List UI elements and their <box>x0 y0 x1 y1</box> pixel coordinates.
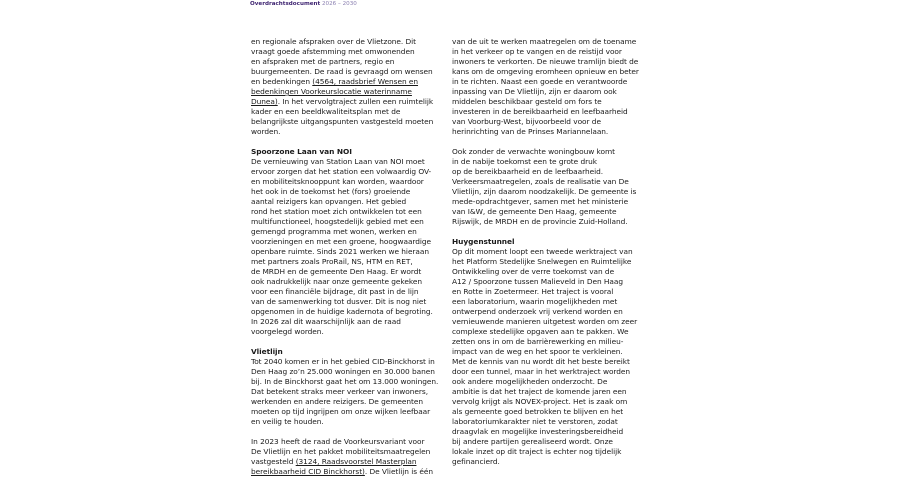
text-line: mede-opdrachtgever, samen met het ministerie <box>452 197 629 206</box>
section-huygenstunnel <box>452 237 647 467</box>
text-line: De vernieuwing van Station Laan van NOI moet <box>251 157 425 166</box>
text-line: laboratoriumkarakter niet te verstoren, zodat <box>452 417 618 426</box>
text-line: middelen beschikbaar gesteld om fors te <box>452 97 602 106</box>
text-line: In 2026 zal dit waarschijnlijk aan de raad <box>251 317 401 326</box>
text-line: voorzieningen en met een groene, hoogwaardige <box>251 237 432 246</box>
text-fragment: . In het vervolgtraject zullen een ruimtelijk <box>277 97 434 106</box>
right-column <box>452 37 647 467</box>
text-line: buurgemeenten. De raad is gevraagd om wensen <box>251 67 433 76</box>
text-line: draagvlak en mogelijke investeringsbereidheid <box>452 427 624 436</box>
text-line: Rijswijk, de MRDH en de provincie Zuid-Holland. <box>452 217 628 226</box>
text-line: van de uit te werken maatregelen om de toename <box>452 37 637 46</box>
text-line: als gemeente goed betrokken te blijven en het <box>452 407 624 416</box>
vlietlijn-continued-paragraph <box>452 37 647 137</box>
text-line: een laboratorium, waarin mogelijkheden met <box>452 297 618 306</box>
text-line: impact van de weg en het spoor te verkleinen. <box>452 347 623 356</box>
text-line: herinrichting van de Prinses Mariannelaan. <box>452 127 609 136</box>
intro-paragraph <box>251 37 446 137</box>
text-line: ervoor zorgen dat het station een volwaardig OV- <box>251 167 432 176</box>
text-line: moeten op tijd ingrijpen om onze wijken leefbaar <box>251 407 431 416</box>
text-line: Vlietlijn, zijn daarom noodzakelijk. De gemeente is <box>452 187 637 196</box>
text-line: A12 / Spoorzone tussen Malieveld in Den Haag <box>452 277 623 286</box>
text-line: aantal reizigers kan opvangen. Het gebied <box>251 197 407 206</box>
text-line: van de samenwerking tot dusver. Dit is nog niet <box>251 297 427 306</box>
raadsbrief-4564-link-end[interactable]: Dunea) <box>251 97 278 106</box>
text-line: het ook in de toekomst het (fors) groeiende <box>251 187 411 196</box>
text-line: Ook zonder de verwachte woningbouw komt <box>452 147 615 156</box>
raadsbrief-4564-link-cont[interactable]: bedenkingen Voorkeurslocatie waterinname <box>251 87 412 96</box>
text-line: op de bereikbaarheid en de leefbaarheid. <box>452 167 604 176</box>
text-line: door een tunnel, maar in het werktraject worden <box>452 367 631 376</box>
text-line: complexe stedelijke opgaven aan te pakken. We <box>452 327 629 336</box>
text-line: Tot 2040 komen er in het gebied CID-Binckhorst in <box>251 357 435 366</box>
text-line: rond het station moet zich ontwikkelen tot een <box>251 207 422 216</box>
text-line: in de nabije toekomst een te grote druk <box>452 157 597 166</box>
text-line: ontwerpend onderzoek vrij verkend worden en <box>452 307 623 316</box>
running-header <box>250 1 357 7</box>
text-line <box>251 467 446 477</box>
text-line: belangrijkste uitgangspunten vastgesteld moeten <box>251 117 434 126</box>
text-line <box>251 77 446 87</box>
text-line: ambitie is dat het traject de komende jaren een <box>452 387 627 396</box>
text-line: inpassing van De Vlietlijn, zijn er daarom ook <box>452 87 617 96</box>
text-line: vervolg krijgt als NOVEX-project. Het is zaak om <box>452 397 628 406</box>
text-line: openbare ruimte. Sinds 2021 werken we hieraan <box>251 247 430 256</box>
text-line: in het verkeer op te vangen en de reistijd voor <box>452 47 622 56</box>
section-heading: Spoorzone Laan van NOI <box>251 147 352 156</box>
text-line: De Vlietlijn en het pakket mobiliteitsmaatregelen <box>251 447 431 456</box>
text-line: lokale inzet op dit traject is echter nog tijdelijk <box>452 447 622 456</box>
text-line: de MRDH en de gemeente Den Haag. Er wordt <box>251 267 422 276</box>
text-line: vraagt goede afstemming met omwonenden <box>251 47 415 56</box>
text-line <box>251 97 446 107</box>
text-line: multifunctioneel, hoogstedelijk gebied met een <box>251 217 424 226</box>
text-fragment: en bedenkingen <box>251 77 313 86</box>
text-line: bij andere partijen gerealiseerd wordt. Onze <box>452 437 613 446</box>
section-body <box>251 357 446 427</box>
text-line: ook nadrukkelijk naar onze gemeente gekeken <box>251 277 422 286</box>
text-line: kader en een beeldkwaliteitsplan met de <box>251 107 401 116</box>
text-fragment: . De Vlietlijn is één <box>364 467 433 476</box>
section-heading: Huygenstunnel <box>452 237 515 246</box>
raadsbrief-4564-link[interactable]: (4564, raadsbrief Wensen en <box>312 77 419 86</box>
section-vlietlijn <box>251 347 446 477</box>
text-line: werkenden en andere reizigers. De gemeenten <box>251 397 423 406</box>
text-line: van Voorburg-West, bijvoorbeeld voor de <box>452 117 601 126</box>
section-heading: Vlietlijn <box>251 347 283 356</box>
text-line: Dat betekent straks meer verkeer van inwoners, <box>251 387 428 396</box>
text-line: en regionale afspraken over de Vlietzone. Dit <box>251 37 417 46</box>
text-line: gefinancierd. <box>452 457 500 466</box>
document-title: Overdrachtsdocument <box>250 1 321 7</box>
text-line: het Platform Stedelijke Snelwegen en Ruimtelijke <box>452 257 632 266</box>
text-line: Met de kennis van nu wordt dit het beste bereikt <box>452 357 630 366</box>
section-spoorzone <box>251 147 446 337</box>
text-line: zetten ons in om de barrièrewerking en milieu- <box>452 337 624 346</box>
text-line <box>251 87 446 97</box>
section-body <box>251 157 446 337</box>
text-line: worden. <box>251 127 281 136</box>
woningbouw-paragraph <box>452 147 647 227</box>
text-line: en mobiliteitsknooppunt kan worden, waardoor <box>251 177 424 186</box>
text-line: inwoners te verkorten. De nieuwe tramlijn biedt de <box>452 57 639 66</box>
text-line: investeren in de bereikbaarheid en leefbaarheid <box>452 107 628 116</box>
text-line: gemengd programma met wonen, werken en <box>251 227 417 236</box>
section-body <box>452 247 647 467</box>
text-line: in te richten. Naast een goede en verantwoorde <box>452 77 628 86</box>
text-line: voor een financiële bijdrage, dit past in de lijn <box>251 287 419 296</box>
text-line <box>251 457 446 467</box>
text-line: van I&W, de gemeente Den Haag, gemeente <box>452 207 617 216</box>
text-line: bij. In de Binckhorst gaat het om 13.000 woningen. <box>251 377 439 386</box>
text-line: en Rotte in Zoetermeer. Het traject is vooral <box>452 287 614 296</box>
text-line: Ontwikkeling over de verre toekomst van de <box>452 267 615 276</box>
text-line: ook andere mogelijkheden onderzocht. De <box>452 377 608 386</box>
text-line: Verkeersmaatregelen, zoals de realisatie van De <box>452 177 629 186</box>
text-line: voorgelegd worden. <box>251 327 324 336</box>
text-line: Den Haag zo’n 25.000 woningen en 30.000 banen <box>251 367 435 376</box>
document-years: 2026 – 2030 <box>322 1 357 7</box>
text-fragment: vastgesteld <box>251 457 296 466</box>
raadsvoorstel-3124-link[interactable]: (3124, Raadsvoorstel Masterplan <box>295 457 417 466</box>
text-line: vernieuwende manieren uitgetest worden om zeer <box>452 317 638 326</box>
text-line: opgenomen in de huidige kadernota of begroting. <box>251 307 433 316</box>
text-line: en veilig te houden. <box>251 417 324 426</box>
left-column <box>251 37 446 477</box>
section-body-2 <box>251 437 446 457</box>
text-line: In 2023 heeft de raad de Voorkeursvariant voor <box>251 437 425 446</box>
raadsvoorstel-3124-link-cont[interactable]: bereikbaarheid CID Binckhorst) <box>251 467 365 476</box>
text-line: met partners zoals ProRail, NS, HTM en RET, <box>251 257 413 266</box>
text-line: kans om de omgeving eromheen opnieuw en beter <box>452 67 639 76</box>
text-line: en afspraken met de partners, regio en <box>251 57 395 66</box>
text-line: Op dit moment loopt een tweede werktraject van <box>452 247 633 256</box>
